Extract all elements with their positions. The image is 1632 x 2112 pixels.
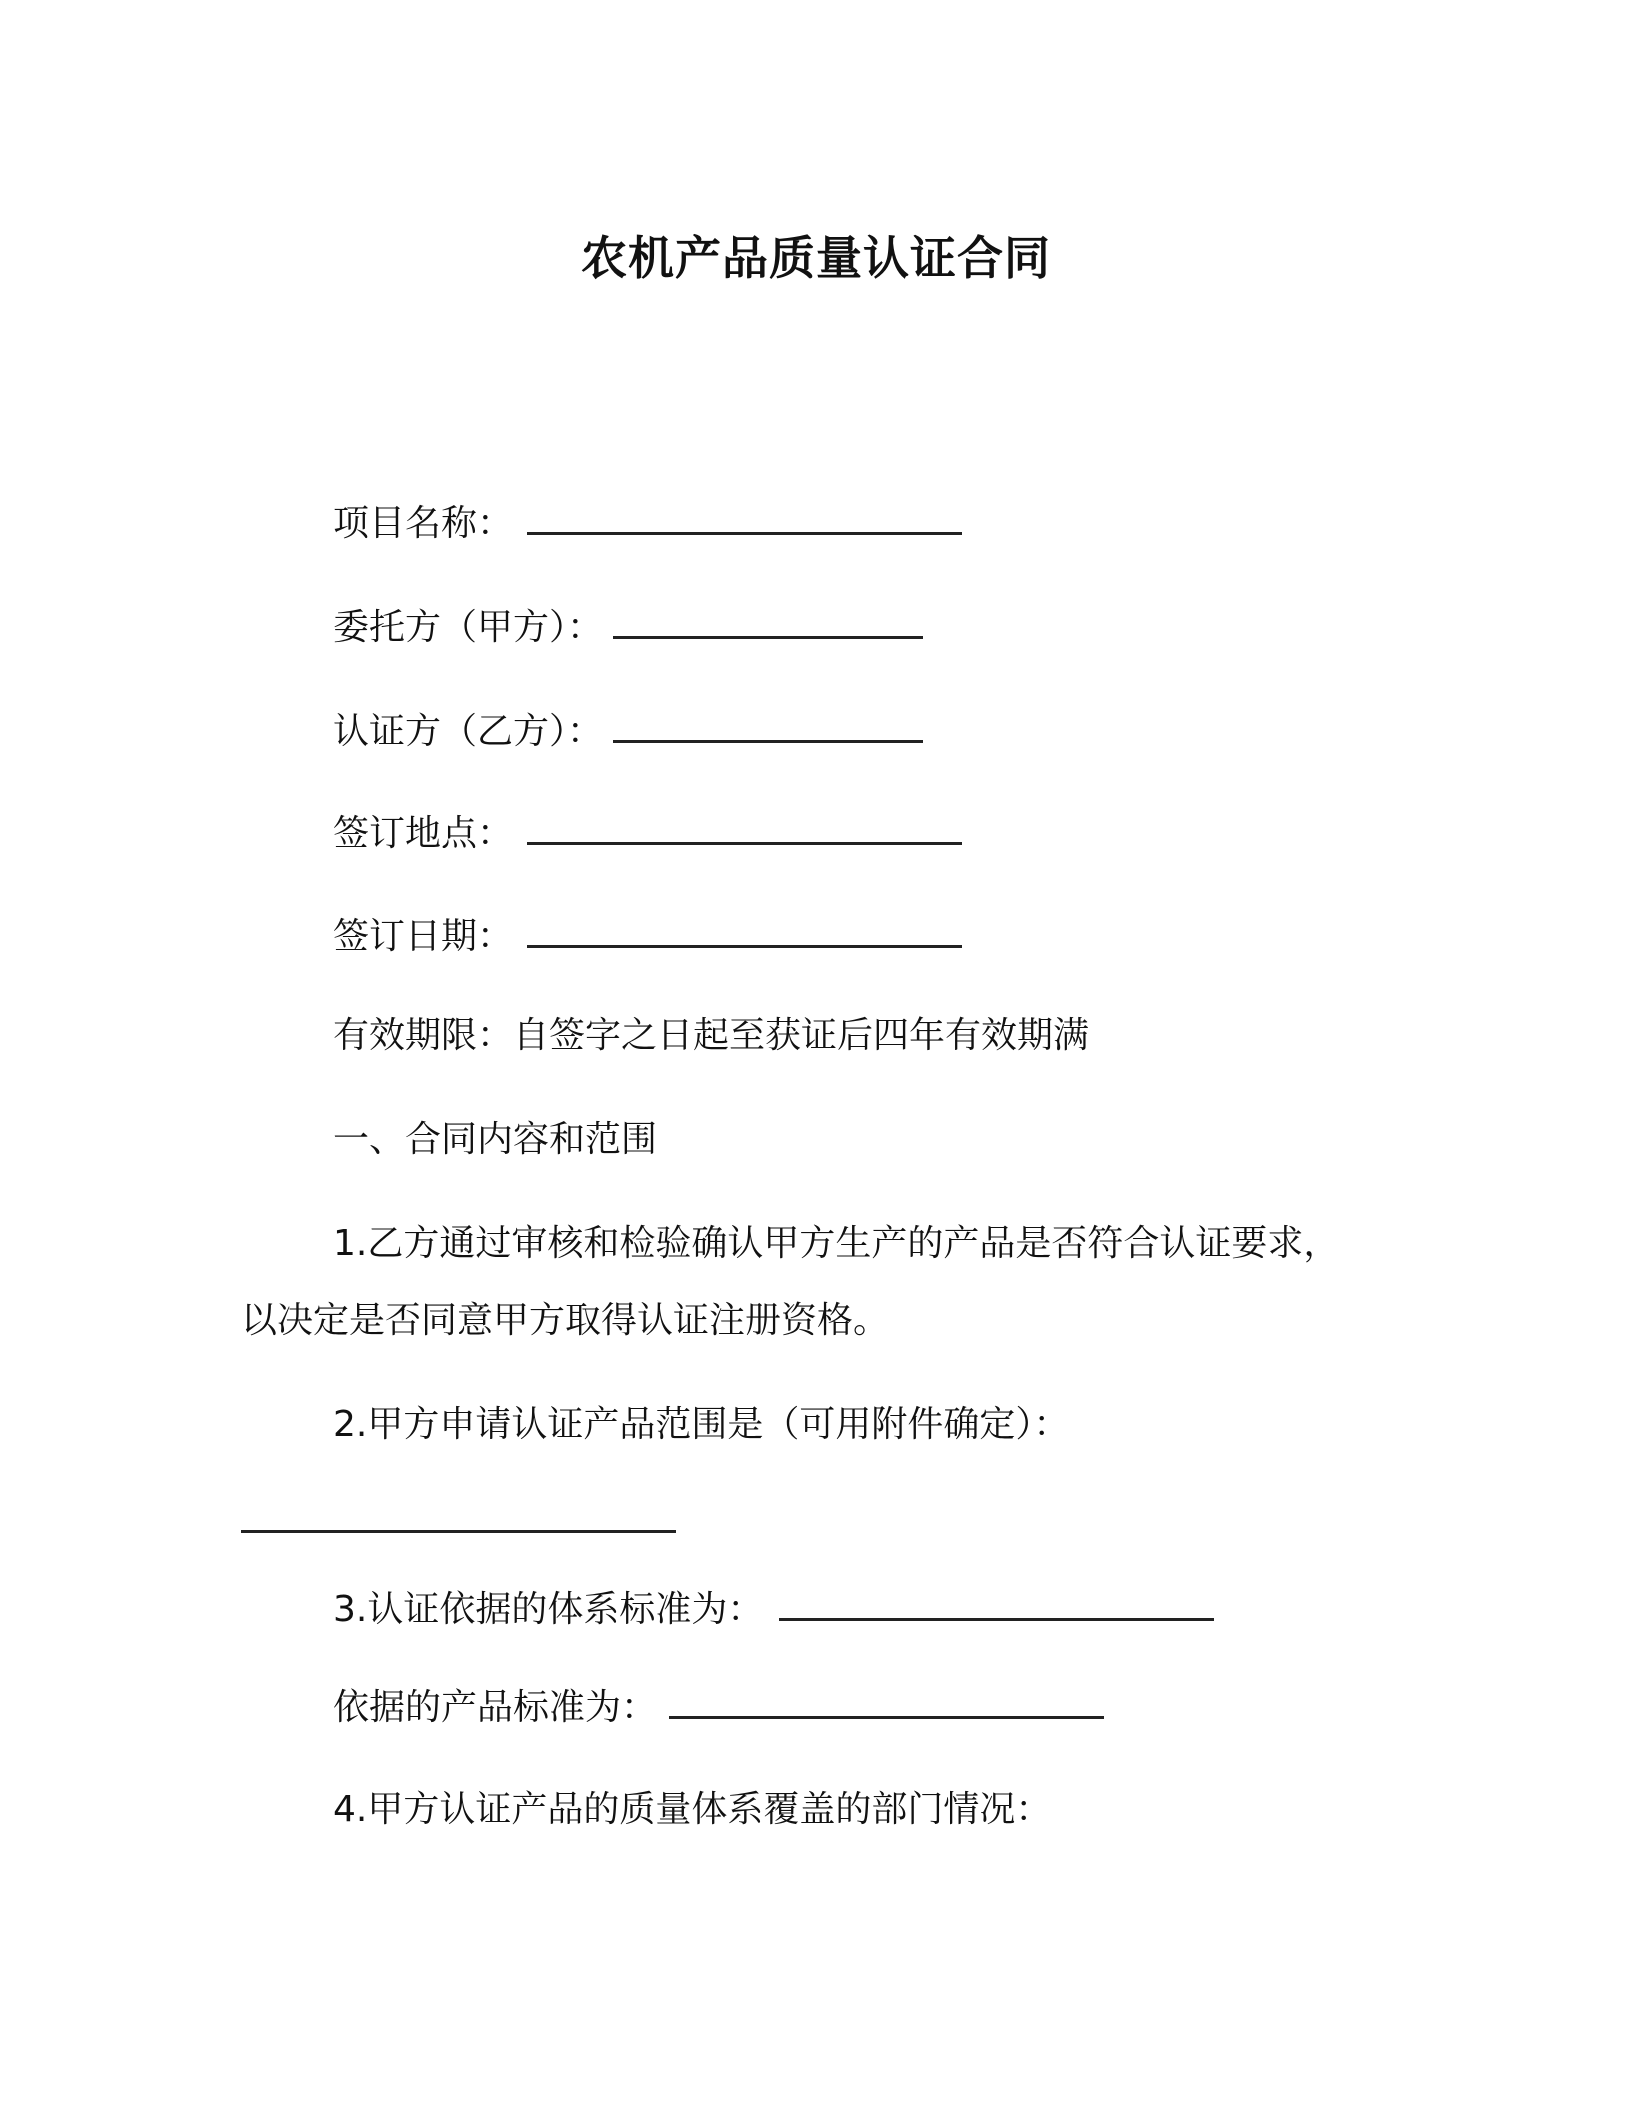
item4: 4.甲方认证产品的质量体系覆盖的部门情况： (333, 1789, 1052, 1830)
sign-date-blank[interactable] (527, 915, 962, 948)
field-client (333, 606, 923, 646)
field-label: 项目名称： (333, 503, 514, 544)
item2: 2.甲方申请认证产品范围是（可用附件确定）： (333, 1404, 1070, 1445)
document-title: 农机产品质量认证合同 (581, 231, 1051, 285)
item1-line2: 以决定是否同意甲方取得认证注册资格。 (241, 1300, 890, 1341)
field-label: 委托方（甲方）： (333, 607, 604, 648)
field-label: 认证方（乙方）： (333, 711, 604, 752)
field-label: 签订地点： (333, 813, 514, 854)
certifier-blank[interactable] (613, 710, 923, 743)
field-certifier (333, 710, 923, 750)
field-validity: 有效期限：自签字之日起至获证后四年有效期满 (333, 1015, 1090, 1056)
item1-line1: 1.乙方通过审核和检验确认甲方生产的产品是否符合认证要求， (333, 1223, 1340, 1264)
system-standard-blank[interactable] (779, 1588, 1214, 1621)
product-standard-blank[interactable] (669, 1686, 1104, 1719)
item3-product-standard (333, 1686, 1104, 1726)
field-sign-date (333, 915, 962, 955)
field-label: 依据的产品标准为： (333, 1687, 658, 1728)
product-scope-blank[interactable] (241, 1500, 676, 1533)
field-label: 3.认证依据的体系标准为： (333, 1589, 764, 1630)
client-blank[interactable] (613, 606, 923, 639)
section-heading: 一、合同内容和范围 (333, 1119, 658, 1160)
item2-blank-line (241, 1500, 676, 1540)
field-sign-place (333, 812, 962, 852)
project-name-blank[interactable] (527, 502, 962, 535)
sign-place-blank[interactable] (527, 812, 962, 845)
field-project-name (333, 502, 962, 542)
field-label: 签订日期： (333, 916, 514, 957)
item3-system-standard (333, 1588, 1214, 1628)
